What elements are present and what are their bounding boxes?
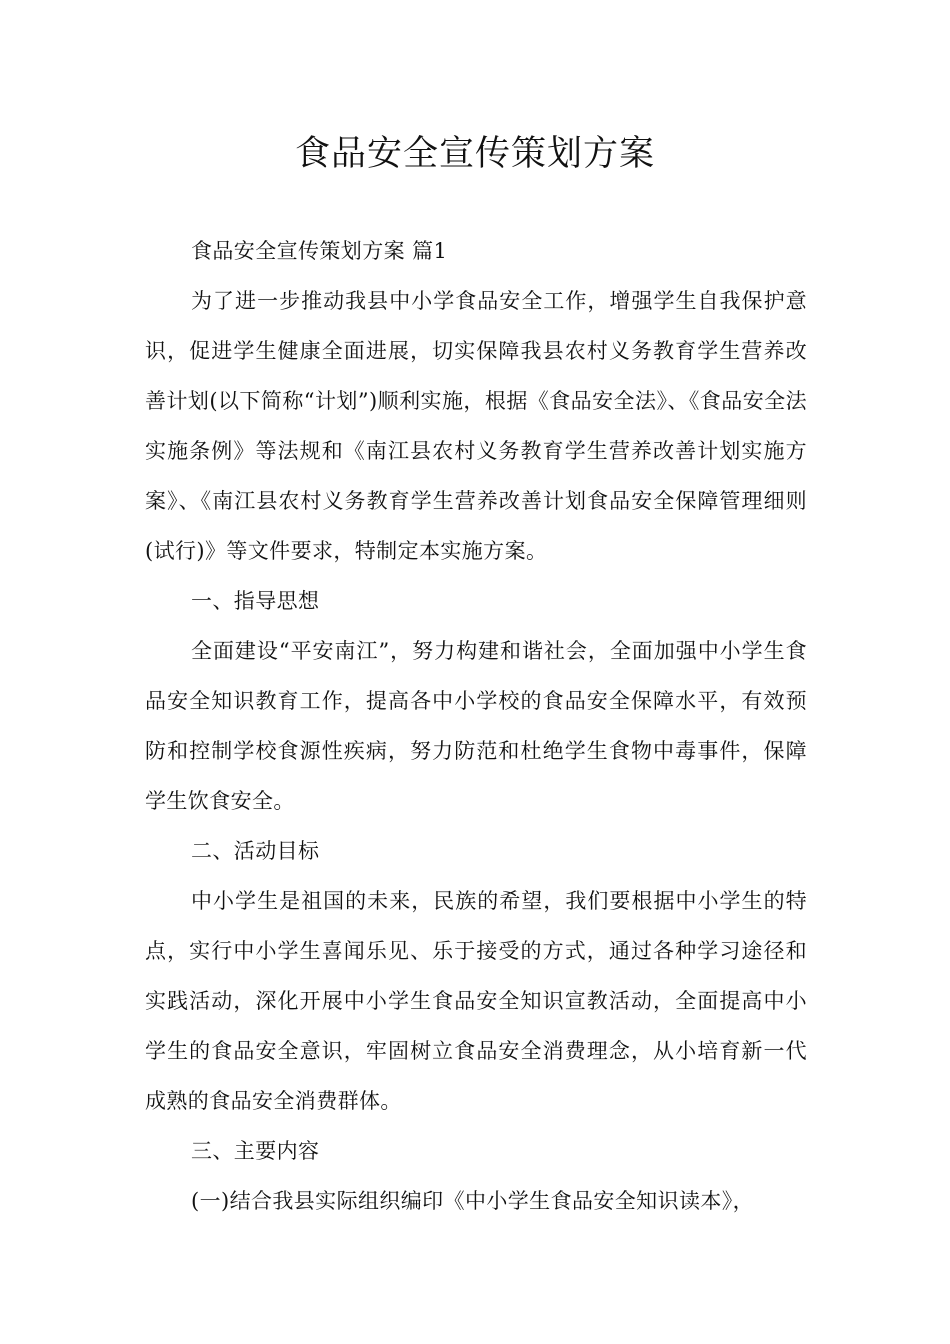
guiding-ideology-paragraph: 全面建设“平安南江”，努力构建和谐社会，全面加强中小学生食品安全知识教育工作，提高各中小学校的食品安全保障水平，有效预防和控制学校食源性疾病，努力防范和杜绝学生食物中毒事件，保障学生饮食安全。: [145, 639, 807, 813]
section-subtitle: 食品安全宣传策划方案 篇1: [191, 239, 448, 263]
heading-activity-goals: 二、活动目标: [191, 839, 320, 863]
intro-paragraph: 为了进一步推动我县中小学食品安全工作，增强学生自我保护意识，促进学生健康全面进展，切实保障我县农村义务教育学生营养改善计划(以下简称“计划”)顺利实施，根据《食品安全法》、《食品安全法实施条例》等法规和《南江县农村义务教育学生营养改善计划实施方案》、《南江县农村义务教育学生营养改善计划食品安全保障管理细则(试行)》等文件要求，特制定本实施方案。: [145, 289, 807, 563]
main-content-paragraph: (一)结合我县实际组织编印《中小学生食品安全知识读本》，: [191, 1189, 755, 1213]
document-title: 食品安全宣传策划方案: [294, 134, 655, 174]
activity-goals-paragraph: 中小学生是祖国的未来，民族的希望，我们要根据中小学生的特点，实行中小学生喜闻乐见、乐于接受的方式，通过各种学习途径和实践活动，深化开展中小学生食品安全知识宣教活动，全面提高中小学生的食品安全意识，牢固树立食品安全消费理念，从小培育新一代成熟的食品安全消费群体。: [145, 889, 807, 1113]
heading-main-content: 三、主要内容: [191, 1139, 320, 1163]
document-body: [145, 226, 807, 1226]
heading-guiding-ideology: 一、指导思想: [191, 589, 320, 613]
